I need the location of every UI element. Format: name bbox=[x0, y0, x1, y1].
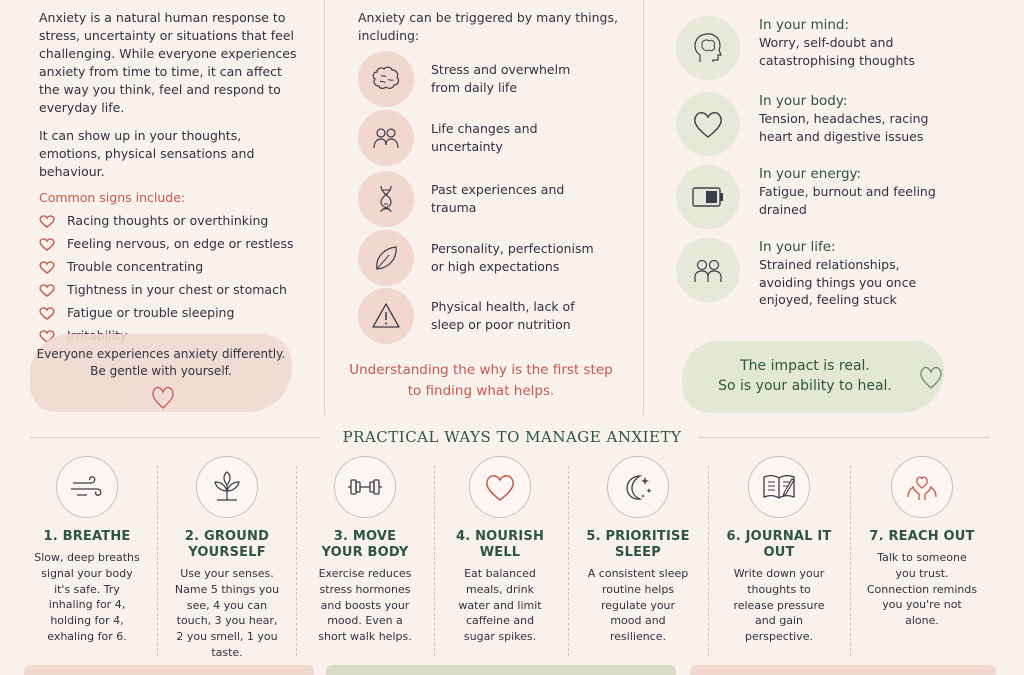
way-item bbox=[866, 456, 978, 629]
moon-icon bbox=[618, 467, 658, 507]
trigger-item bbox=[358, 51, 601, 107]
bottom-card bbox=[326, 665, 676, 675]
way-item bbox=[34, 456, 140, 645]
plant-icon bbox=[207, 467, 247, 507]
warning-icon bbox=[369, 299, 403, 333]
trigger-item bbox=[358, 110, 601, 166]
impact-title: In your mind: bbox=[759, 17, 850, 33]
heart-bullet-icon bbox=[39, 237, 55, 251]
way-title: 7. REACH OUT bbox=[869, 529, 975, 544]
leaf-icon bbox=[369, 241, 403, 275]
dashed-divider bbox=[157, 466, 158, 656]
why-quote: Understanding the why is the first step to finding what helps. bbox=[349, 362, 613, 399]
gentle-note: Everyone experiences anxiety differently. Be gentle with yourself. bbox=[36, 347, 286, 378]
heart-bullet-icon bbox=[39, 283, 55, 297]
heart-bullet-icon bbox=[39, 260, 55, 274]
list-item bbox=[39, 255, 301, 278]
sign-text: Fatigue or trouble sleeping bbox=[67, 305, 235, 320]
way-item bbox=[174, 456, 280, 661]
trigger-item bbox=[358, 171, 601, 227]
heart-doodle-icon bbox=[150, 384, 176, 410]
dashed-divider bbox=[568, 466, 569, 656]
list-item bbox=[39, 278, 301, 301]
impact-desc: Strained relationships, avoiding things you once enjoyed, feeling stuck bbox=[759, 257, 917, 307]
hands-heart-icon bbox=[902, 467, 942, 507]
way-item bbox=[450, 456, 550, 645]
triggers-intro: Anxiety can be triggered by many things, including: bbox=[358, 10, 618, 43]
trigger-text: Past experiences and trauma bbox=[431, 182, 565, 215]
trigger-text: Physical health, lack of sleep or poor nutrition bbox=[431, 299, 575, 332]
sign-text: Racing thoughts or overthinking bbox=[67, 213, 269, 228]
way-desc: Use your senses. Name 5 things you see, 4 you can touch, 3 you hear, 2 you smell, 1 you taste. bbox=[174, 567, 280, 659]
way-item bbox=[313, 456, 417, 645]
way-desc: Talk to someone you trust. Connection reminds you you're not alone. bbox=[866, 551, 978, 628]
impact-desc: Fatigue, burnout and feeling drained bbox=[759, 184, 936, 217]
way-desc: Exercise reduces stress hormones and boosts your mood. Even a short walk helps. bbox=[318, 567, 412, 644]
way-desc: Eat balanced meals, drink water and limit caffeine and sugar spikes. bbox=[458, 567, 542, 644]
way-item bbox=[726, 456, 832, 645]
heal-line-2: So is your ability to heal. bbox=[718, 378, 892, 394]
signs-title: Common signs include: bbox=[39, 190, 186, 205]
dashed-divider bbox=[296, 466, 297, 656]
impact-title: In your body: bbox=[759, 93, 848, 109]
dna-icon bbox=[369, 182, 403, 216]
impact-item bbox=[676, 165, 939, 229]
way-title: 5. PRIORITISE SLEEP bbox=[586, 529, 690, 560]
dashed-divider bbox=[708, 466, 709, 656]
impact-item bbox=[676, 238, 939, 309]
heart-icon bbox=[688, 104, 728, 144]
bottom-card bbox=[690, 665, 996, 675]
trigger-item bbox=[358, 288, 601, 344]
sign-text: Trouble concentrating bbox=[67, 259, 204, 274]
heart-outline-icon bbox=[480, 467, 520, 507]
head-brain-icon bbox=[688, 28, 728, 68]
brain-icon bbox=[369, 62, 403, 96]
heart-bullet-icon bbox=[39, 214, 55, 228]
dashed-divider bbox=[850, 466, 851, 656]
impact-desc: Tension, headaches, racing heart and digestive issues bbox=[759, 111, 929, 144]
trigger-item bbox=[358, 230, 601, 286]
list-item bbox=[39, 232, 301, 255]
bottom-card bbox=[24, 665, 314, 675]
list-item bbox=[39, 301, 301, 324]
way-title: 6. JOURNAL IT OUT bbox=[726, 529, 832, 560]
list-item bbox=[39, 209, 301, 232]
impact-item bbox=[676, 92, 939, 156]
impact-desc: Worry, self-doubt and catastrophising thoughts bbox=[759, 35, 915, 68]
couple-icon bbox=[688, 250, 728, 290]
way-desc: A consistent sleep routine helps regulate your mood and resilience. bbox=[587, 567, 689, 644]
sign-text: Tightness in your chest or stomach bbox=[67, 282, 287, 297]
signs-list bbox=[39, 209, 301, 347]
way-item bbox=[586, 456, 690, 645]
way-title: 3. MOVE YOUR BODY bbox=[321, 529, 409, 560]
people-icon bbox=[369, 121, 403, 155]
impact-title: In your life: bbox=[759, 239, 836, 255]
column-divider bbox=[324, 0, 325, 415]
way-title: 1. BREATHE bbox=[43, 529, 131, 544]
sign-text: Feeling nervous, on edge or restless bbox=[67, 236, 294, 251]
journal-icon bbox=[759, 467, 799, 507]
heart-bullet-icon bbox=[39, 306, 55, 320]
wind-icon bbox=[67, 467, 107, 507]
heart-doodle-icon bbox=[918, 364, 944, 390]
impact-title: In your energy: bbox=[759, 166, 862, 182]
heal-line-1: The impact is real. bbox=[740, 358, 870, 374]
middle-column bbox=[358, 0, 628, 45]
way-title: 4. NOURISH WELL bbox=[455, 529, 545, 560]
dashed-divider bbox=[434, 466, 435, 656]
intro-paragraph: Anxiety is a natural human response to stress, uncertainty or situations that feel challenging. While everyone experiences anxiety from time to time, it can affect the way you think, feel and respond to everyday life. bbox=[39, 10, 297, 115]
heal-note bbox=[700, 356, 910, 396]
left-column bbox=[39, 0, 301, 347]
column-divider bbox=[643, 0, 644, 415]
dumbbell-icon bbox=[345, 467, 385, 507]
section-title: PRACTICAL WAYS TO MANAGE ANXIETY bbox=[342, 428, 682, 446]
impact-item bbox=[676, 16, 939, 80]
battery-icon bbox=[688, 177, 728, 217]
way-title: 2. GROUND YOURSELF bbox=[184, 529, 270, 560]
trigger-text: Personality, perfectionism or high expectations bbox=[431, 241, 594, 274]
intro-paragraph-2: It can show up in your thoughts, emotions, physical sensations and behaviour. bbox=[39, 128, 255, 179]
way-desc: Slow, deep breaths signal your body it's safe. Try inhaling for 4, holding for 4, exhaling for 6. bbox=[34, 551, 140, 643]
trigger-text: Life changes and uncertainty bbox=[431, 121, 538, 154]
way-desc: Write down your thoughts to release pressure and gain perspective. bbox=[733, 567, 825, 644]
trigger-text: Stress and overwhelm from daily life bbox=[431, 62, 571, 95]
